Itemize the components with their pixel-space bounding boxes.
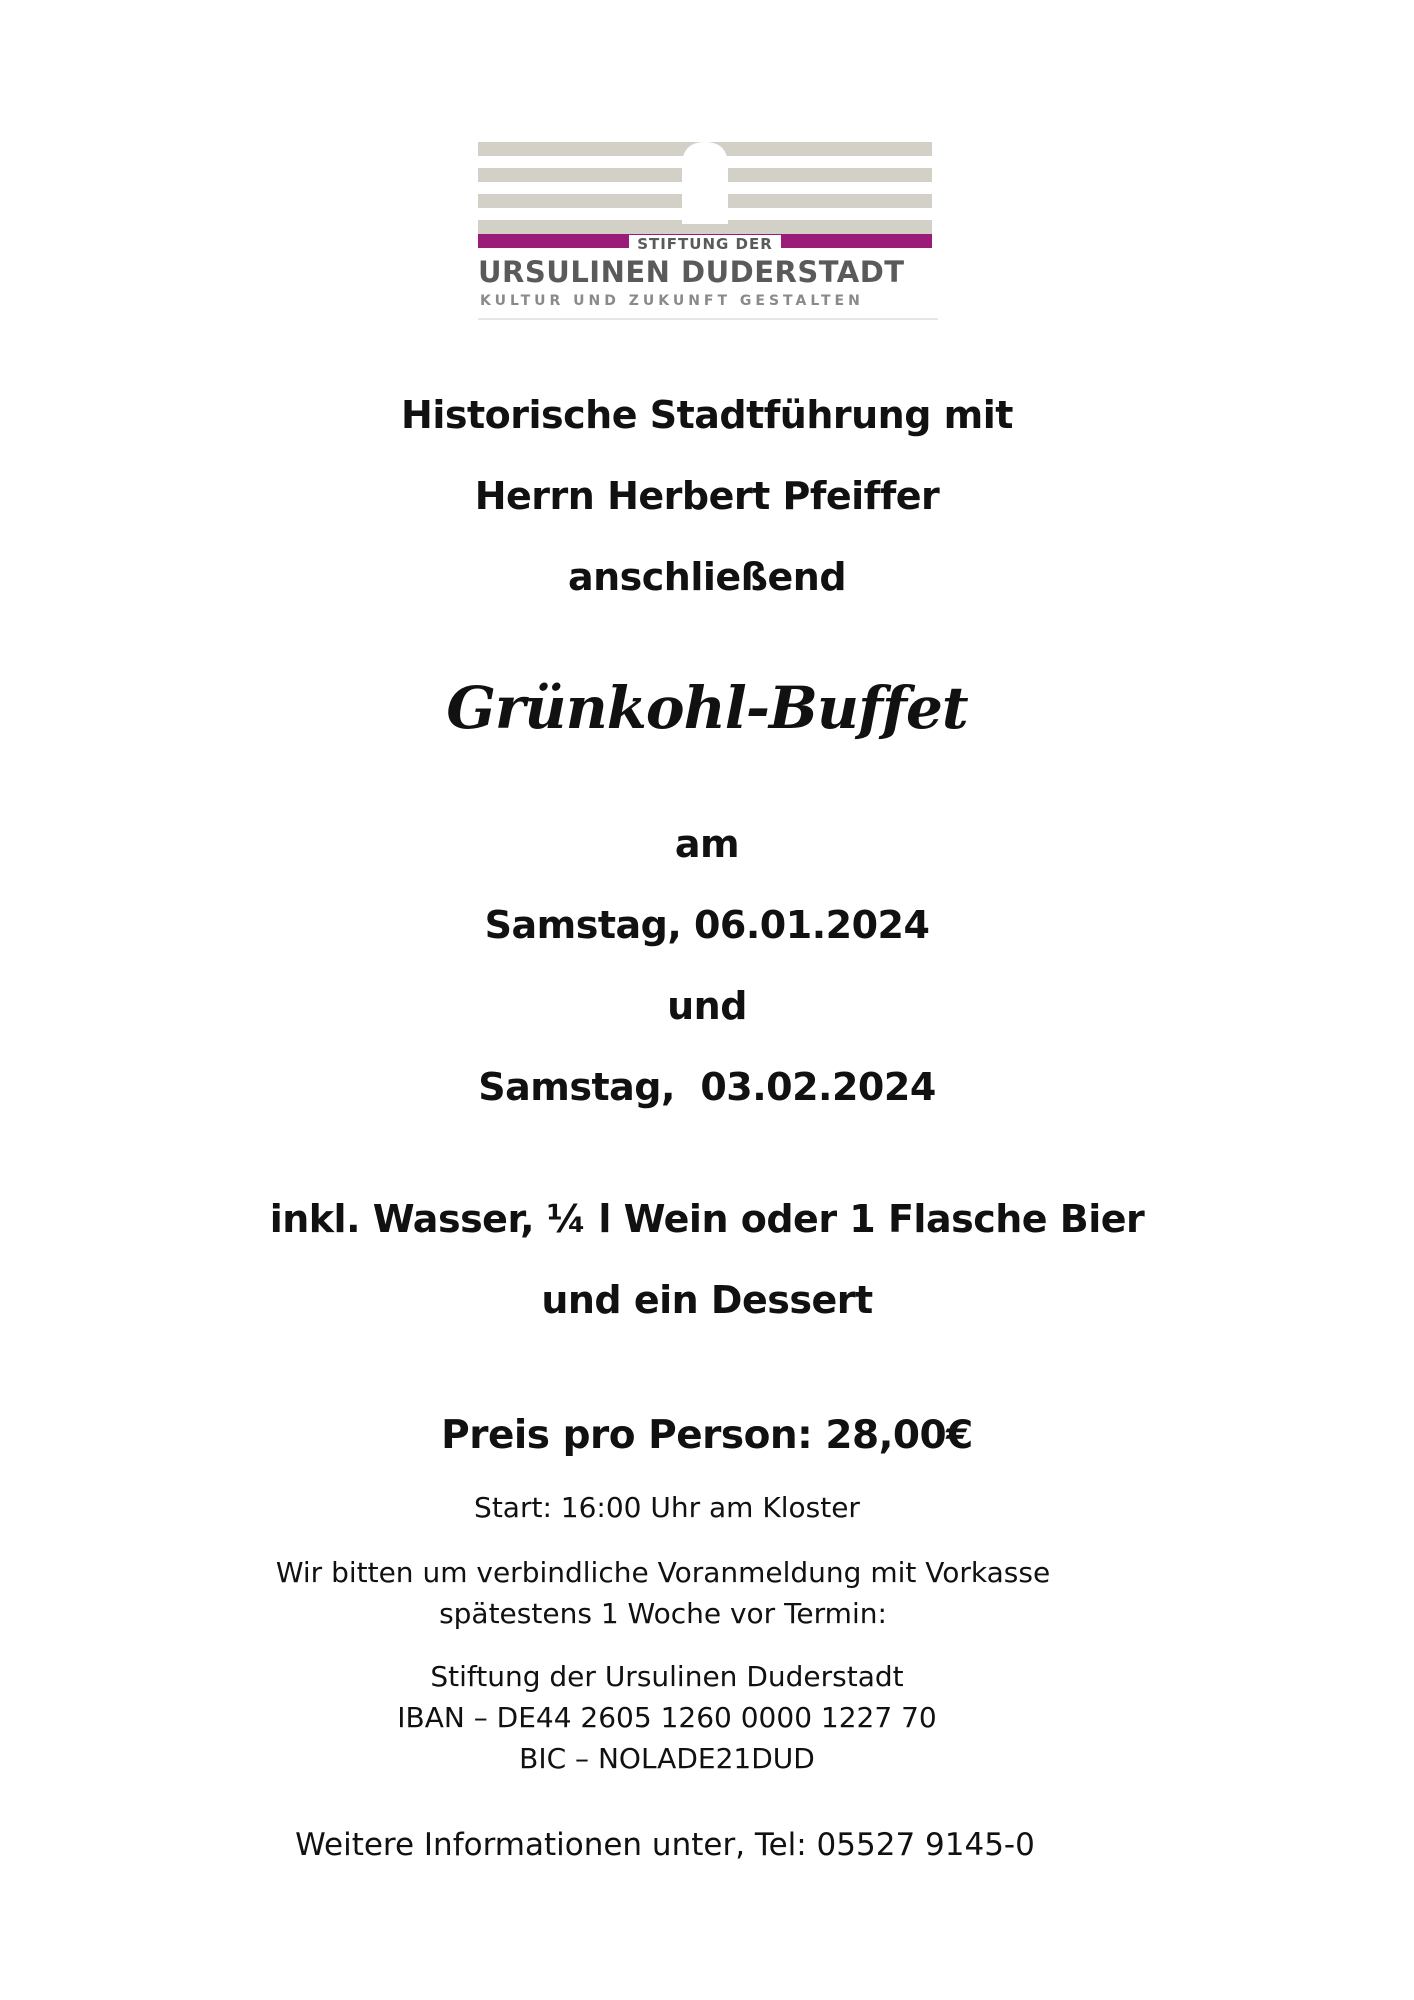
date-1: Samstag, 06.01.2024 — [484, 903, 930, 947]
event-title: Grünkohl-Buffet — [446, 674, 968, 742]
heading-line-2: Herrn Herbert Pfeiffer — [474, 474, 940, 518]
date-2: Samstag, 03.02.2024 — [478, 1065, 936, 1109]
bank-iban: IBAN – DE44 2605 1260 0000 1227 70 — [397, 1701, 937, 1734]
registration-line-1: Wir bitten um verbindliche Voranmeldung mit Vorkasse — [275, 1556, 1051, 1589]
start-info: Start: 16:00 Uhr am Kloster — [474, 1491, 860, 1524]
date-intro: am — [674, 822, 740, 866]
contact-info: Weitere Informationen unter, Tel: 05527 9145-0 — [295, 1827, 1035, 1863]
logo-tagline-text: KULTUR UND ZUKUNFT GESTALTEN — [480, 293, 864, 309]
foundation-logo — [478, 142, 938, 324]
price: Preis pro Person: 28,00€ — [441, 1413, 973, 1458]
included-line-1: inkl. Wasser, ¼ l Wein oder 1 Flasche Bier — [269, 1197, 1145, 1241]
registration-line-2: spätestens 1 Woche vor Termin: — [439, 1597, 887, 1630]
date-conjunction: und — [667, 984, 747, 1028]
heading-line-3: anschließend — [567, 555, 847, 599]
logo-foundation-text: STIFTUNG DER — [478, 234, 932, 254]
logo-divider — [478, 318, 938, 320]
included-line-2: und ein Dessert — [541, 1278, 873, 1322]
bank-name: Stiftung der Ursulinen Duderstadt — [430, 1660, 904, 1693]
heading-line-1: Historische Stadtführung mit — [401, 393, 1013, 437]
logo-name-text: URSULINEN DUDERSTADT — [478, 255, 905, 289]
bank-bic: BIC – NOLADE21DUD — [519, 1742, 815, 1775]
